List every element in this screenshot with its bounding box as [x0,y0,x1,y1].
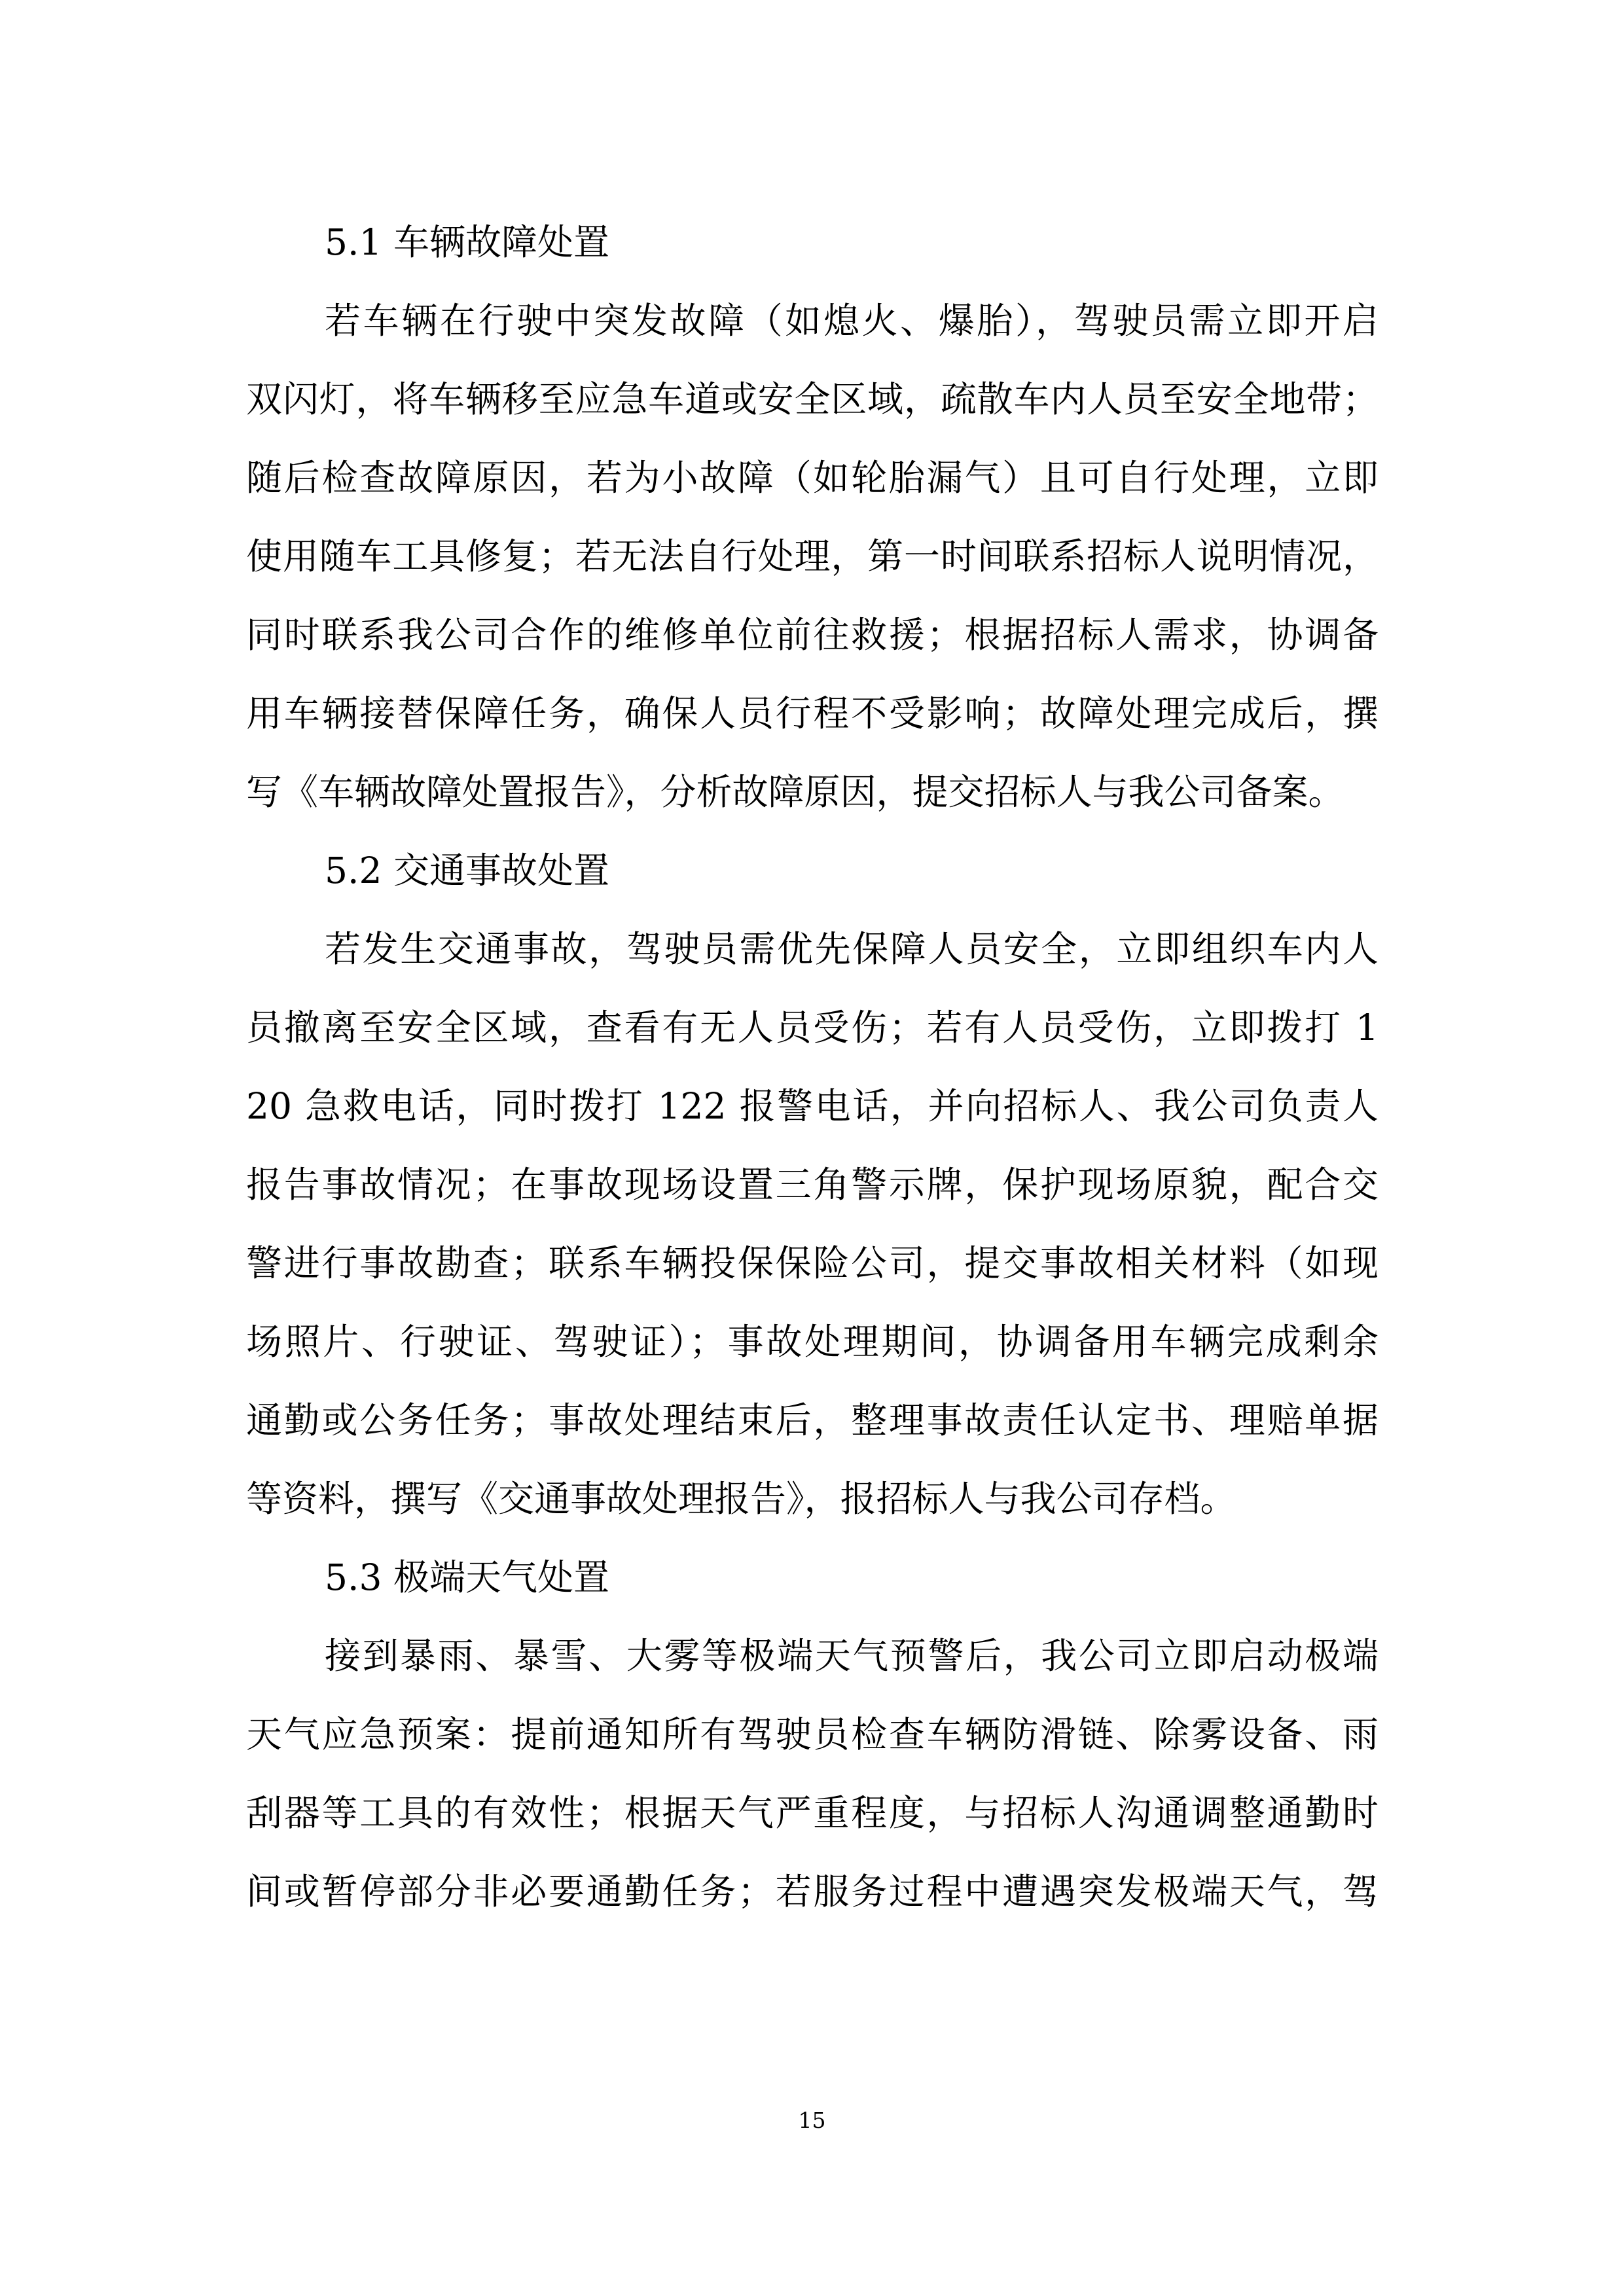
section-heading-5-2: 5.2 交通事故处置 [325,850,609,891]
paragraph-line: 警进行事故勘查；联系车辆投保保险公司，提交事故相关材料（如现 [246,1242,1379,1284]
paragraph-line: 若发生交通事故，驾驶员需优先保障人员安全，立即组织车内人 [325,928,1379,970]
paragraph-line: 刮器等工具的有效性；根据天气严重程度，与招标人沟通调整通勤时 [246,1792,1379,1834]
paragraph-line: 同时联系我公司合作的维修单位前往救援；根据招标人需求，协调备 [246,614,1379,656]
paragraph-line: 若车辆在行驶中突发故障（如熄火、爆胎），驾驶员需立即开启 [325,300,1379,342]
paragraph-line: 员撤离至安全区域，查看有无人员受伤；若有人员受伤，立即拨打 1 [246,1007,1379,1049]
page-number: 15 [798,2108,826,2133]
paragraph-line: 间或暂停部分非必要通勤任务；若服务过程中遭遇突发极端天气，驾 [246,1871,1379,1912]
paragraph-line: 通勤或公务任务；事故处理结束后，整理事故责任认定书、理赔单据 [246,1399,1379,1441]
paragraph-line: 等资料，撰写《交通事故处理报告》，报招标人与我公司存档。 [246,1478,1236,1520]
paragraph-line: 20 急救电话，同时拨打 122 报警电话，并向招标人、我公司负责人 [246,1085,1379,1127]
paragraph-line: 场照片、行驶证、驾驶证）；事故处理期间，协调备用车辆完成剩余 [246,1321,1379,1363]
section-heading-5-3: 5.3 极端天气处置 [325,1556,609,1598]
paragraph-line: 报告事故情况；在事故现场设置三角警示牌，保护现场原貌，配合交 [246,1164,1379,1206]
paragraph-line: 使用随车工具修复；若无法自行处理，第一时间联系招标人说明情况， [246,535,1379,577]
paragraph-line: 接到暴雨、暴雪、大雾等极端天气预警后，我公司立即启动极端 [325,1635,1379,1677]
paragraph-line: 写《车辆故障处置报告》，分析故障原因，提交招标人与我公司备案。 [246,771,1344,813]
paragraph-line: 用车辆接替保障任务，确保人员行程不受影响；故障处理完成后，撰 [246,692,1379,734]
paragraph-line: 天气应急预案：提前通知所有驾驶员检查车辆防滑链、除雾设备、雨 [246,1713,1379,1755]
section-heading-5-1: 5.1 车辆故障处置 [325,221,609,263]
paragraph-line: 双闪灯，将车辆移至应急车道或安全区域，疏散车内人员至安全地带； [246,378,1379,420]
paragraph-line: 随后检查故障原因，若为小故障（如轮胎漏气）且可自行处理，立即 [246,457,1379,499]
